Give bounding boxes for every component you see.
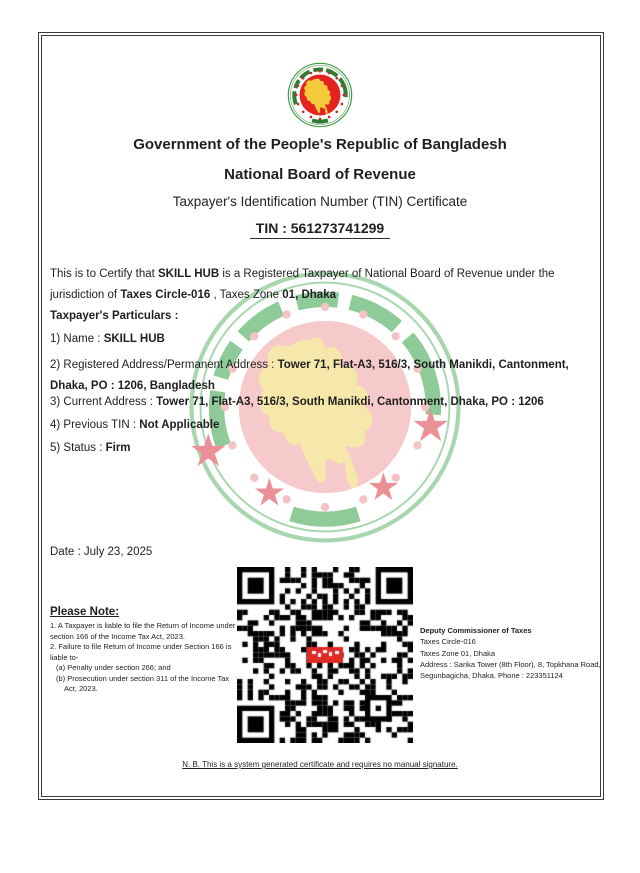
particular-status (50, 438, 598, 459)
zone-label: , Taxes Zone (210, 289, 283, 301)
note-line: 1. A Taxpayer is liable to file the Return of Income under section 166 of the Income Tax Act, 2023. (50, 621, 236, 641)
particular-name (50, 329, 598, 350)
certificate-title: Taxpayer's Identification Number (TIN) Certificate (172, 194, 468, 209)
taxes-circle: Taxes Circle-016 (120, 289, 211, 301)
board-title: National Board of Revenue (224, 166, 416, 183)
particular-value: Tower 71, Flat-A3, 516/3, South Manikdi, Cantonment, Dhaka, PO : 1206 (156, 396, 544, 408)
particular-previous-tin (50, 415, 598, 436)
nbr-crest-logo (287, 62, 353, 128)
particular-current-address (50, 392, 598, 413)
certify-paragraph (50, 264, 598, 306)
tax-office-block (420, 625, 602, 681)
particulars-heading: Taxpayer's Particulars : (50, 310, 179, 322)
taxes-zone: 01, Dhaka (282, 289, 336, 301)
particular-label: 1) Name : (50, 333, 104, 345)
particular-label: 3) Current Address : (50, 396, 157, 408)
government-seal-icon (287, 62, 353, 128)
note-sub-item: (b) Prosecution under section 311 of the Income Tax Act, 2023. (56, 673, 230, 693)
particular-value: Tower 71, Flat-A3, 516/3, South Manikdi, Cantonment, Dhaka, PO : 1206, Bangladesh (50, 359, 569, 392)
certify-intro: This is to Certify that (50, 268, 159, 280)
certify-middle: is a Registered Taxpayer of National Board of Revenue under the jurisdiction of (50, 268, 555, 301)
particular-label: 5) Status : (50, 442, 106, 454)
office-title: Deputy Commissioner of Taxes (420, 626, 532, 635)
please-note-block (50, 606, 242, 695)
office-line: Address : Sarika Tower (8th Floor), 8, Topkhana Road, (420, 659, 601, 669)
note-sub-item: (a) Penalty under section 266; and (56, 663, 171, 672)
qr-code (237, 567, 413, 743)
footer-note-text: N. B. This is a system generated certificate and requires no manual signature. (182, 760, 458, 769)
office-line: Taxes Zone 01, Dhaka (420, 648, 496, 658)
office-line: Taxes Circle-016 (420, 637, 476, 647)
particular-label: 4) Previous TIN : (50, 419, 140, 431)
taxpayer-name: SKILL HUB (158, 268, 220, 280)
government-title: Government of the People's Republic of Bangladesh (133, 136, 507, 153)
office-line: Segunbagicha, Dhaka. Phone : 223351124 (420, 671, 563, 681)
particular-value: Not Applicable (139, 419, 220, 431)
particular-value: Firm (105, 442, 131, 454)
note-line: 2. Failure to file Return of Income under Section 166 is liable to- (50, 642, 232, 662)
tin-number: TIN : 561273741299 (250, 220, 390, 239)
date-line: Date : July 23, 2025 (50, 546, 153, 558)
tin-row (0, 220, 640, 239)
particular-label: 2) Registered Address/Permanent Address : (50, 359, 278, 371)
please-note-heading: Please Note: (50, 606, 120, 618)
footer-note (0, 760, 640, 769)
particular-value: SKILL HUB (103, 333, 165, 345)
particular-registered-address (50, 355, 598, 397)
